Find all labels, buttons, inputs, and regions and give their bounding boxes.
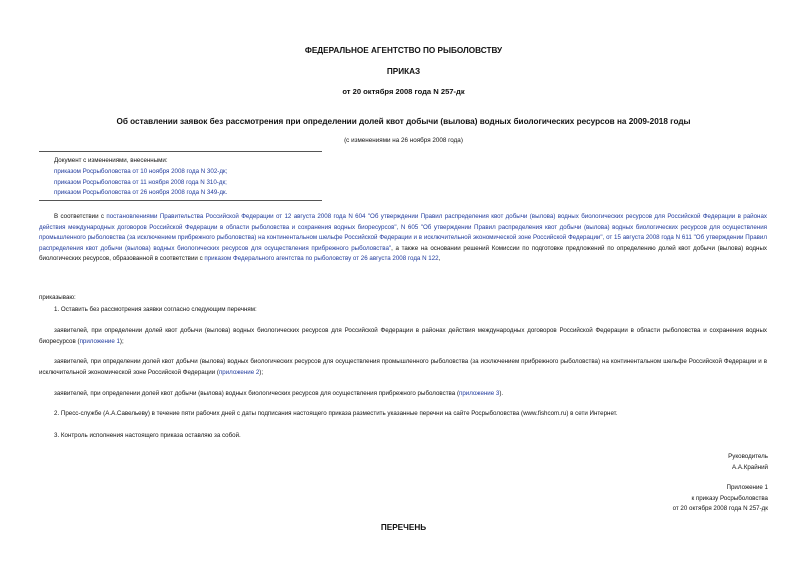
- signatory-position: Руководитель: [728, 453, 768, 460]
- changes-bottom-divider: [39, 200, 322, 201]
- document-type: ПРИКАЗ: [386, 67, 421, 76]
- list-2-text: заявителей, при определении долей квот добычи (вылова) водных биологических ресурсов для осуществления промышленного рыболовства (за исключением прибрежного рыболовства) на континентальном шельфе Российской Федерации и в исключительной экономической зоне Российской Федерации (: [39, 358, 767, 376]
- preamble-text-2: , а также на основании решений Комиссии по подготовке предложений по определению долей квот добычи (вылова) водных биологических ресурсов, образованной в соответствии с: [39, 244, 767, 263]
- change-link-2[interactable]: приказом Росрыболовства от 11 ноября 2008 года N 310-дк;: [54, 178, 227, 186]
- signatory-name: А.А.Крайний: [732, 463, 768, 471]
- order-item-1: 1. Оставить без рассмотрения заявки согласно следующим перечням:: [54, 306, 257, 313]
- changes-intro: Документ с изменениями, внесенными:: [54, 157, 168, 164]
- list-heading: ПЕРЕЧЕНЬ: [380, 523, 427, 532]
- government-decrees-link[interactable]: постановлениями Правительства Российской Федерации от 12 августа 2008 года N 604 "Об утверждении Правил распределения квот добычи (вылова) водных биологических ресурсов для Российской Федерации в районах действия международных договоров Российской Федерации в области рыболовства и сохранения водных биоресурсов", N 605 "Об утверждении Правил распределения квот добычи (вылова) водных биологических ресурсов для осуществления промышленного рыболовства (за исключением прибрежного рыболовства) на континентальном шельфе Российской Федерации и в исключительной экономической зоне Российской Федерации", от 15 августа 2008 года N 611 "Об утверждении Правил распределения квот добычи (вылова) водных биологических ресурсов для осуществления прибрежного рыболовства": [39, 213, 767, 252]
- list-paragraph-2: [39, 357, 767, 378]
- document-date-number: от 20 октября 2008 года N 257-дк: [342, 87, 465, 96]
- appendix-reference: к приказу Росрыболовства: [691, 494, 768, 502]
- signature-block: [728, 452, 768, 473]
- order-item-3: 3. Контроль исполнения настоящего приказа оставляю за собой.: [54, 432, 241, 439]
- appendix-3-link[interactable]: приложение 3: [459, 390, 500, 397]
- changes-block: [54, 156, 227, 199]
- order-command: приказываю:: [39, 294, 76, 301]
- appendix-number: Приложение 1: [726, 484, 768, 491]
- appendix-1-link[interactable]: приложение 1: [79, 337, 120, 345]
- agency-order-link[interactable]: приказом Федерального агентства по рыболовству от 26 августа 2008 года N 122: [204, 255, 439, 263]
- list-2-end: );: [259, 368, 264, 376]
- preamble-text-3: ,: [438, 255, 441, 263]
- list-paragraph-1: [39, 326, 767, 347]
- order-item-2: 2. Пресс-службе (А.А.Савельеву) в течение пяти рабочих дней с даты подписания настоящего приказа разместить указанные перечни на сайте Росрыболовства (www.fishcom.ru) в сети Интернет.: [54, 410, 618, 417]
- list-1-text: заявителей, при определении долей квот добычи (вылова) водных биологических ресурсов для Российской Федерации в районах действия международных договоров Российской Федерации в области рыболовства и сохранения водных биоресурсов (: [39, 327, 767, 345]
- appendix-2-link[interactable]: приложение 2: [218, 368, 260, 376]
- agency-name: ФЕДЕРАЛЬНОЕ АГЕНТСТВО ПО РЫБОЛОВСТВУ: [304, 46, 503, 55]
- preamble-paragraph: [39, 212, 767, 265]
- appendix-header: [673, 483, 768, 515]
- list-1-end: );: [119, 337, 124, 345]
- change-link-1[interactable]: приказом Росрыболовства от 10 ноября 2008 года N 302-дк;: [54, 167, 228, 175]
- appendix-date: от 20 октября 2008 года N 257-дк: [672, 505, 768, 512]
- edition-note: (с изменениями на 26 ноября 2008 года): [344, 137, 463, 144]
- list-3-text: заявителей, при определении долей квот добычи (вылова) водных биологических ресурсов для осуществления прибрежного рыболовства (: [54, 390, 459, 397]
- changes-top-divider: [39, 151, 322, 152]
- list-paragraph-3: [39, 389, 767, 400]
- preamble-text-1: В соответствии с: [54, 213, 107, 220]
- document-title: Об оставлении заявок без рассмотрения при определении долей квот добычи (вылова) водных биологических ресурсов на 2009-2018 годы: [116, 117, 691, 126]
- change-link-3[interactable]: приказом Росрыболовства от 26 ноября 2008 года N 349-дк.: [54, 189, 228, 197]
- list-3-end: ).: [499, 390, 504, 397]
